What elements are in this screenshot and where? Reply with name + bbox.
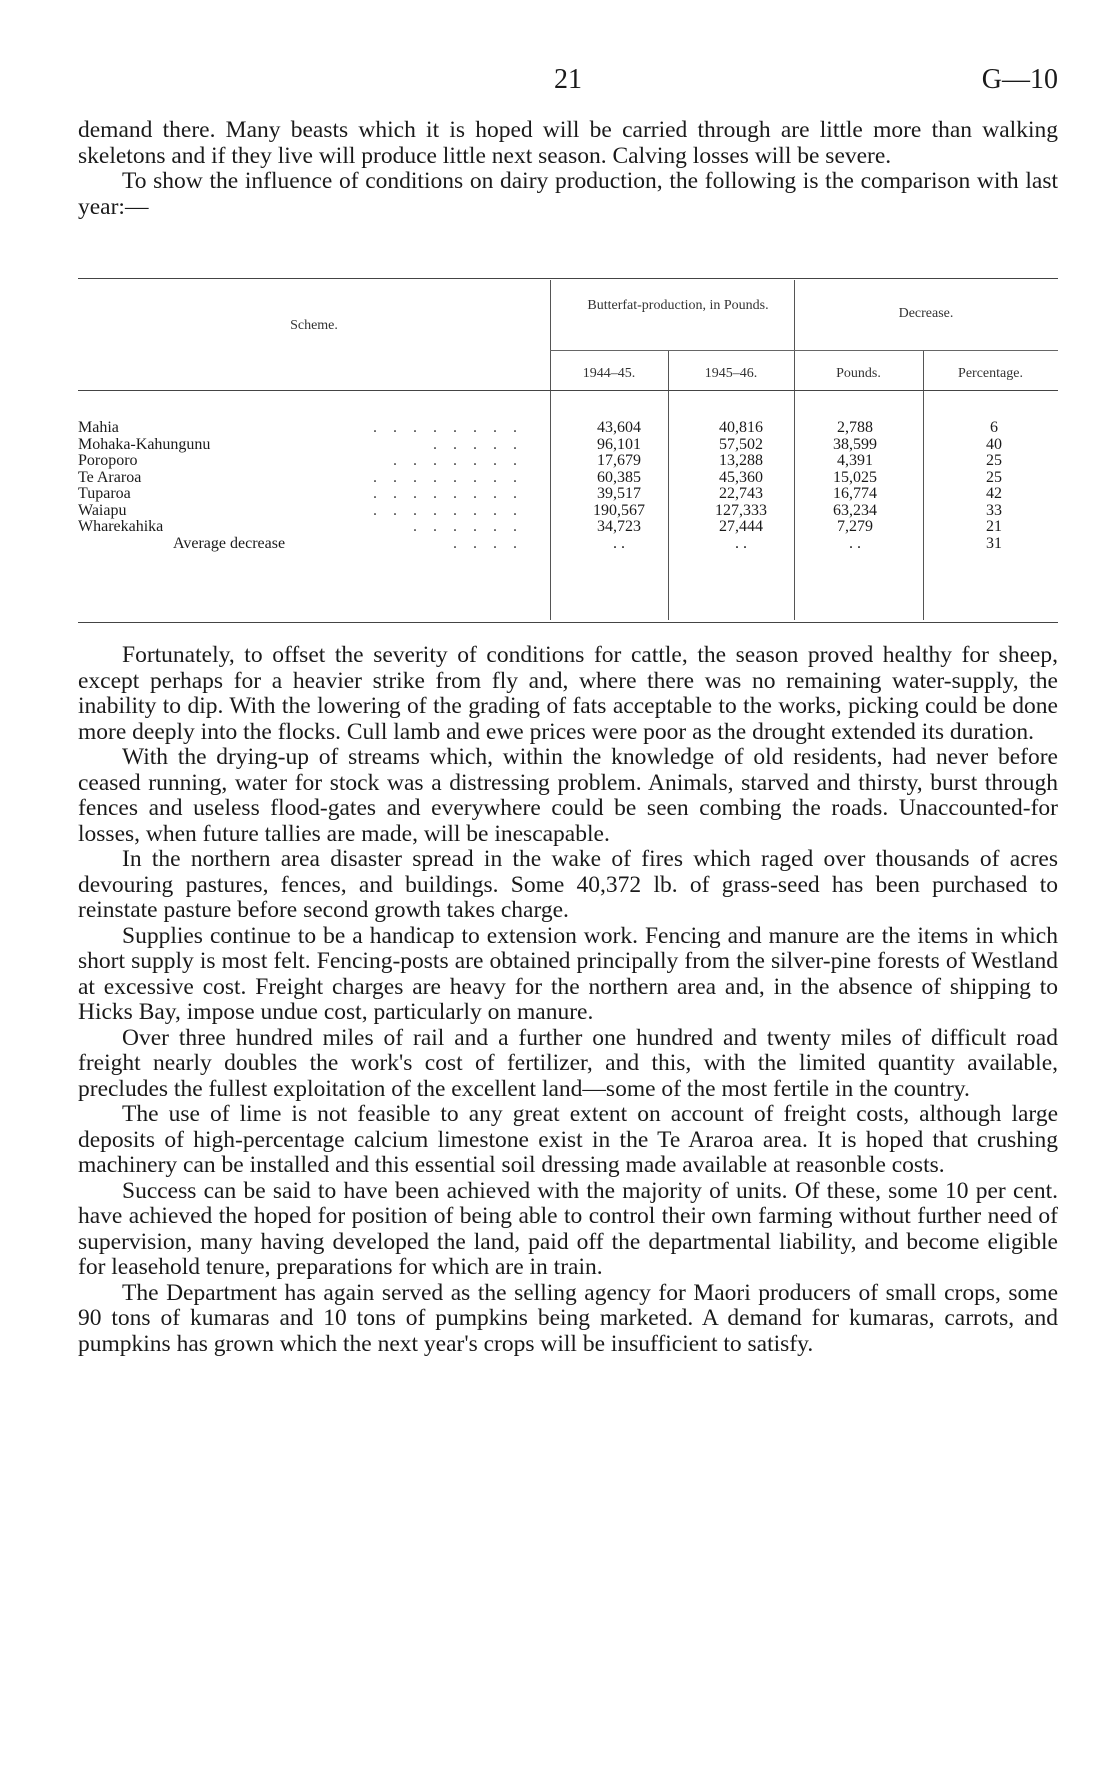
decrease-header: Decrease. [898, 306, 954, 321]
value-1945: 127,333 [715, 501, 767, 519]
scheme-name: Mahia [78, 419, 119, 436]
year-1945-header: 1945–46. [704, 366, 758, 381]
document-reference: G—10 [981, 64, 1058, 95]
table-row-average [78, 536, 1058, 553]
header-bottom-rule [78, 390, 1058, 391]
value-1944: 190,567 [593, 501, 645, 519]
decrease-pounds: 15,025 [833, 468, 877, 486]
decrease-pounds: 63,234 [833, 501, 877, 519]
value-1944: 43,604 [597, 419, 641, 436]
scheme-name: Te Araroa [78, 468, 142, 486]
paragraph: The Department has again served as the selling agency for Maori producers of small crops, some 90 tons of kumaras and 10 tons of pumpkins being marketed. A demand for kumaras, carrots, and pumpkins has grown which the next year's crops will be insufficient to satisfy. [78, 1279, 1058, 1357]
value-1944: 60,385 [597, 468, 641, 486]
value-1945: 13,288 [719, 452, 763, 469]
paragraph: In the northern area disaster spread in the wake of fires which raged over thousands of acres devouring pastures, fences, and buildings. Some 40,372 lb. of grass-seed has been purchased to reinstate pasture before second growth takes charge. [78, 846, 1058, 923]
value-1944: 39,517 [597, 485, 641, 502]
table-row [78, 420, 1058, 437]
leader-dots: . . . . . [433, 435, 523, 453]
leader-dots: . . . . [453, 534, 523, 552]
paragraph: Fortunately, to offset the severity of conditions for cattle, the season proved healthy for sheep, except perhaps for a heavier strike from fly and, where there was no remaining water-supply, the inability to dip. With the lowering of the grading of fats acceptable to the works, picking could be done more deeply into the flocks. Cull lamb and ewe prices were poor as the drought extended its duration. [78, 642, 1058, 745]
decrease-percent: 21 [986, 518, 1002, 535]
leader-dots: . . . . . . . [393, 452, 523, 469]
value-1945: . . [735, 534, 747, 552]
value-1945: 27,444 [719, 518, 763, 535]
butterfat-table [78, 278, 1058, 628]
value-1945: 40,816 [719, 419, 763, 436]
scheme-name: Wharekahika [78, 518, 164, 535]
decrease-percent: 25 [986, 468, 1002, 486]
decrease-percent: 25 [986, 452, 1002, 469]
decrease-percent: 33 [986, 501, 1002, 519]
value-1945: 45,360 [719, 468, 763, 486]
value-1944: 34,723 [597, 518, 641, 535]
paragraph: To show the influence of conditions on dairy production, the following is the comparison with last year:— [78, 168, 1058, 220]
value-1945: 57,502 [719, 435, 763, 453]
butterfat-header: Butterfat-production, in Pounds. [587, 298, 769, 313]
paragraph: With the drying-up of streams which, within the knowledge of old residents, had never before ceased running, water for stock was a distressing problem. Animals, starved and thirsty, burst through fences and useless flood-gates and everywhere could be seen combing the roads. Unaccounted-for losses, when future tallies are made, will be inescapable. [78, 744, 1058, 847]
decrease-percent: 6 [990, 419, 998, 436]
table-bottom-rule [78, 622, 1058, 623]
value-1944: . . [613, 534, 625, 552]
paragraph: The use of lime is not feasible to any great extent on account of freight costs, although large deposits of high-percentage calcium limestone exist in the Te Araroa area. It is hoped that crushing machinery can be installed and this essential soil dressing made available at reasonble costs. [78, 1101, 1058, 1178]
leader-dots: . . . . . . [413, 518, 523, 535]
paragraph: Over three hundred miles of rail and a further one hundred and twenty miles of difficult road freight nearly doubles the work's cost of fertilizer, and this, with the limited quantity available, precludes the fullest exploitation of the excellent land—some of the most fertile in the country. [78, 1024, 1058, 1102]
decrease-pounds: 16,774 [833, 485, 877, 502]
decrease-pounds: 38,599 [833, 435, 877, 453]
table-row [78, 503, 1058, 520]
page-header [78, 64, 1058, 104]
scheme-name: Tuparoa [78, 485, 131, 502]
table-row [78, 486, 1058, 503]
scheme-name: Mohaka-Kahungunu [78, 435, 211, 453]
year-1944-header: 1944–45. [582, 366, 636, 381]
table-top-rule [78, 278, 1058, 279]
percentage-header: Percentage. [958, 366, 1023, 381]
leader-dots: . . . . . . . . [373, 468, 523, 486]
scheme-name: Poroporo [78, 452, 138, 469]
paragraph: Supplies continue to be a handicap to extension work. Fencing and manure are the items in which short supply is most felt. Fencing-posts are obtained principally from the silver-pine forests of Westland at excessive cost. Freight charges are heavy for the northern area and, in the absence of shipping to Hicks Bay, impose undue cost, particularly on manure. [78, 922, 1058, 1025]
decrease-pounds: 2,788 [837, 419, 873, 436]
pounds-header: Pounds. [836, 366, 881, 381]
scheme-name: Waiapu [78, 501, 127, 519]
leader-dots: . . . . . . . . [373, 419, 523, 436]
table-row [78, 519, 1058, 536]
leader-dots: . . . . . . . . [373, 501, 523, 519]
intro-text [78, 118, 1058, 220]
body-text [78, 643, 1058, 1357]
header-subrule [550, 350, 1058, 351]
table-row [78, 453, 1058, 470]
scheme-header: Scheme. [290, 318, 338, 333]
average-label: Average decrease [173, 534, 286, 552]
value-1944: 96,101 [597, 435, 641, 453]
decrease-pounds: . . [849, 534, 861, 552]
paragraph: demand there. Many beasts which it is hoped will be carried through are little more than walking skeletons and if they live will produce little next season. Calving losses will be severe. [78, 117, 1058, 169]
decrease-percent: 40 [986, 435, 1002, 453]
leader-dots: . . . . . . . . [373, 485, 523, 502]
decrease-pounds: 4,391 [837, 452, 873, 469]
decrease-pounds: 7,279 [837, 518, 873, 535]
decrease-percent: 31 [986, 534, 1002, 552]
table-row [78, 470, 1058, 487]
decrease-percent: 42 [986, 485, 1002, 502]
paragraph: Success can be said to have been achieved with the majority of units. Of these, some 10 per cent. have achieved the hoped for position of being able to control their own farming without further need of supervision, many having developed the land, paid off the departmental liability, and become eligible for leasehold tenure, preparations for which are in train. [78, 1177, 1058, 1280]
table-body [78, 420, 1058, 552]
page-number: 21 [554, 64, 582, 95]
value-1945: 22,743 [719, 485, 763, 502]
table-row [78, 437, 1058, 454]
value-1944: 17,679 [597, 452, 641, 469]
